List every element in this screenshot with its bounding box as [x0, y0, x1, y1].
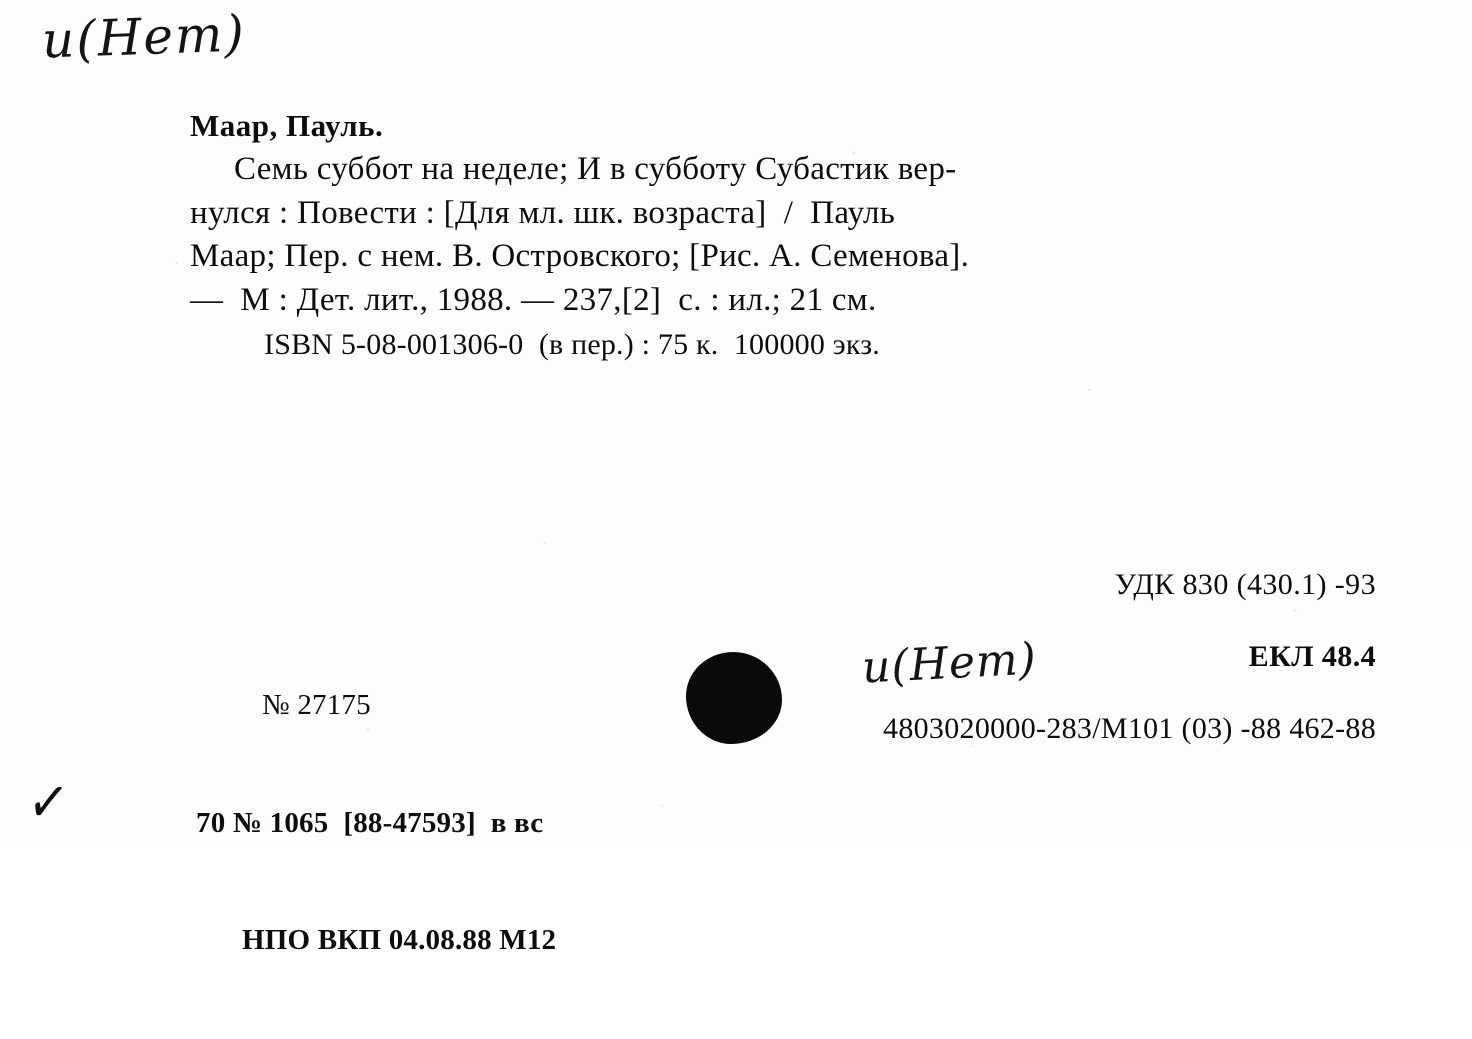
record-title-line-2: нулся : Повести : [Для мл. шк. возраста] / Пауль: [190, 194, 896, 231]
record-imprint-line: — М : Дет. лит., 1988. — 237,[2] с. : ил.; 21 см.: [190, 281, 877, 318]
accession-number: № 27175: [262, 689, 371, 722]
udc-classification: УДК 830 (430.1) -93: [1114, 568, 1376, 601]
record-title-line-1: Семь суббот на неделе; И в субботу Субастик вер-: [234, 151, 957, 187]
record-title-line-3: Маар; Пер. с нем. В. Островского; [Рис. А. Семенова].: [190, 238, 970, 275]
ekl-classification: ЕКЛ 48.4: [1248, 640, 1376, 673]
processing-stamp: НПО ВКП 04.08.88 М12: [242, 924, 557, 957]
publisher-code: 4803020000-283/М101 (03) -88 462-88: [883, 712, 1376, 745]
order-number: 70 № 1065 [88-47593] в вс: [196, 806, 544, 839]
handwritten-annotation-middle: и(Неm): [860, 633, 1039, 694]
checkmark-icon: ✓: [24, 765, 73, 839]
ink-blot-mark: [686, 652, 782, 744]
accession-block: [196, 608, 556, 1039]
bibliographic-record: [190, 108, 1380, 362]
record-author: Маар, Пауль.: [190, 108, 384, 143]
record-isbn-line: ISBN 5-08-001306-0 (в пер.) : 75 к. 100000 экз.: [264, 328, 880, 362]
handwritten-annotation-top: и(Неm): [41, 4, 247, 70]
